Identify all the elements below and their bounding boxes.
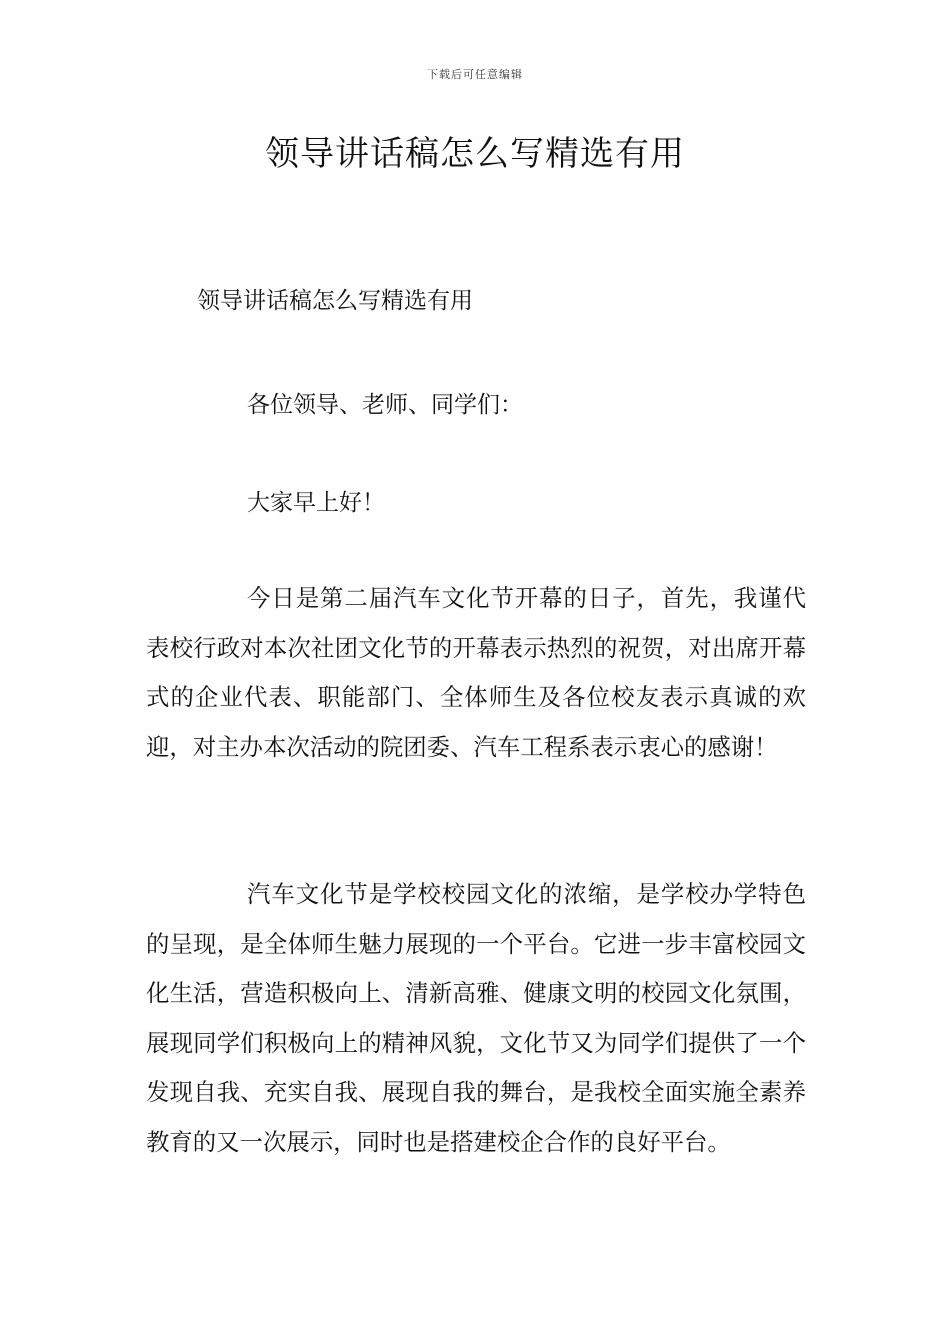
- salutation: 各位领导、老师、同学们：: [247, 392, 523, 418]
- body-paragraph-2: 汽车文化节是学校校园文化的浓缩，是学校办学特色的呈现，是全体师生魅力展现的一个平台。它进一步丰富校园文化生活，营造积极向上、清新高雅、健康文明的校园文化氛围，展现同学们积极向上的精神风貌，文化节又为同学们提供了一个发现自我、充实自我、展现自我的舞台，是我校全面实施全素养教育的又一次展示，同时也是搭建校企合作的良好平台。: [146, 880, 806, 1156]
- greeting: 大家早上好！: [247, 490, 385, 516]
- document-title: 领导讲话稿怎么写精选有用: [265, 134, 685, 174]
- document-subtitle: 领导讲话稿怎么写精选有用: [197, 288, 473, 314]
- header-note: 下载后可任意编辑: [427, 68, 523, 81]
- body-paragraph-1: 今日是第二届汽车文化节开幕的日子，首先，我谨代表校行政对本次社团文化节的开幕表示热烈的祝贺，对出席开幕式的企业代表、职能部门、全体师生及各位校友表示真诚的欢迎，对主办本次活动的院团委、汽车工程系表示衷心的感谢！: [146, 584, 806, 761]
